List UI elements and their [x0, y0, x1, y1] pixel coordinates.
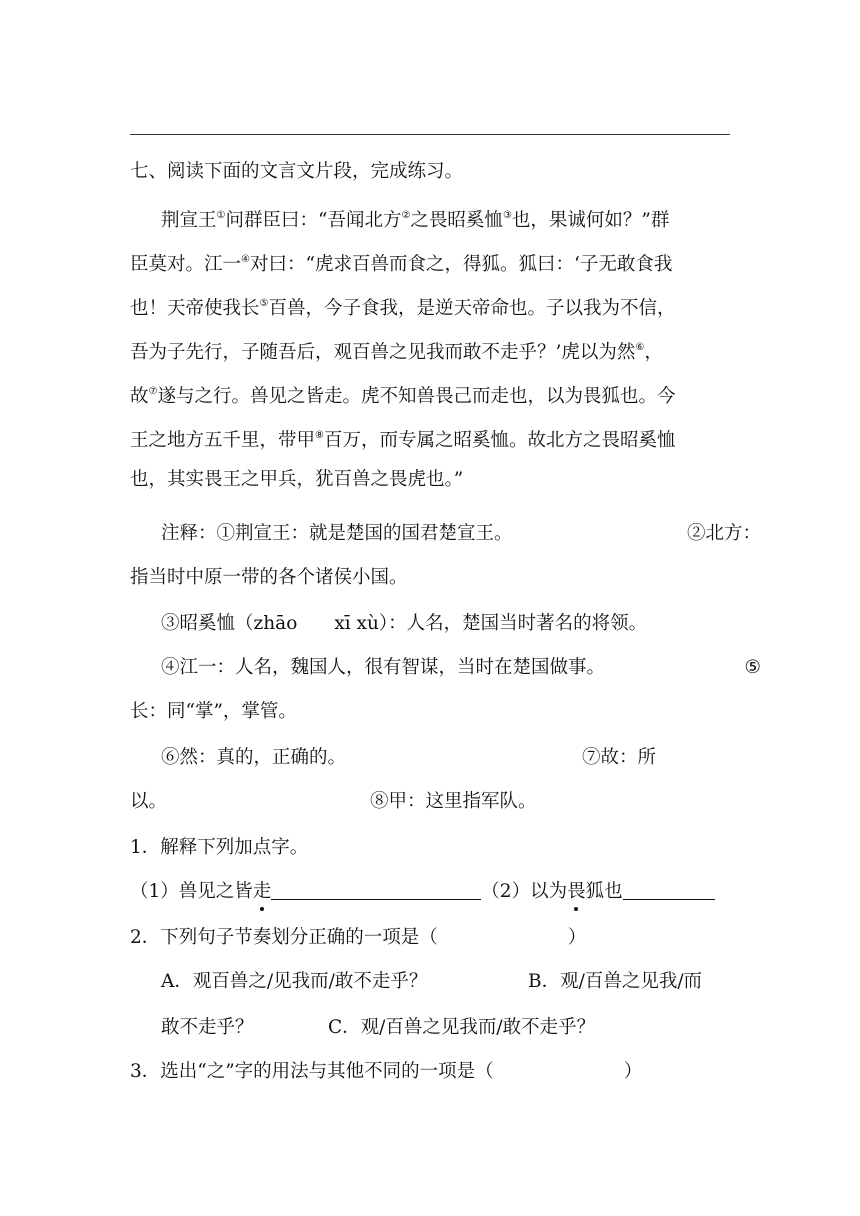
dotted-char-2: 畏: [567, 876, 586, 908]
note-6: ⑥然：真的，正确的。: [161, 747, 347, 768]
note-4: ④江一：人名，魏国人，很有智谋，当时在楚国做事。: [161, 657, 606, 678]
passage-line-4: 吾为子先行，子随吾后，观百兽之见我而敢不走乎？’虎以为然⑥，: [130, 342, 663, 363]
question-1-items: （1）兽见之皆走 （2）以为畏狐也: [130, 876, 730, 908]
header-rule: [130, 134, 730, 135]
note-3: ③昭奚恤（zhāo xī xù）：人名，楚国当时著名的将领。: [161, 613, 648, 634]
passage-line-2: 臣莫对。江一④对曰：“虎求百兽而食之，得狐。狐曰：‘子无敢食我: [130, 254, 673, 275]
question-2: 2．下列句子节奏划分正确的一项是（ ）: [130, 927, 587, 948]
note-line-8: [130, 786, 730, 818]
question-2-options-line-1: [130, 966, 761, 998]
question-3: 3．选出“之”字的用法与其他不同的一项是（ ）: [130, 1061, 643, 1082]
note-line-4: [130, 652, 761, 684]
question-1: 1．解释下列加点字。: [130, 837, 309, 858]
section-heading: 七、阅读下面的文言文片段，完成练习。: [130, 161, 464, 182]
note-line-1: [130, 518, 761, 550]
note-7-head: ⑦故：所: [582, 747, 657, 768]
note-line-6: [130, 742, 761, 774]
note-5-head: ⑤: [744, 657, 761, 678]
note-8: ⑧甲：这里指军队。: [370, 791, 537, 812]
passage-line-1: 荆宣王①问群臣曰：“吾闻北方②之畏昭奚恤③也，果诚何如？”群: [161, 210, 670, 231]
note-2-head: ②北方：: [686, 523, 761, 544]
note-5-body: 长：同“掌”，掌管。: [130, 701, 297, 722]
option-a: A．观百兽之/见我而/敢不走乎？: [161, 971, 428, 992]
option-b: B．观/百兽之见我/而: [528, 971, 703, 992]
passage-line-3: 也！天帝使我长⑤百兽，今子食我，是逆天帝命也。子以我为不信，: [130, 298, 676, 319]
note-1: 注释：①荆宣王：就是楚国的国君楚宣王。: [161, 523, 513, 544]
option-c: C．观/百兽之见我而/敢不走乎？: [328, 1017, 596, 1038]
passage-line-7: 也，其实畏王之甲兵，犹百兽之畏虎也。”: [130, 469, 464, 490]
passage-line-6: 王之地方五千里，带甲⑧百万，而专属之昭奚恤。故北方之畏昭奚恤: [130, 430, 676, 451]
question-2-options-line-2: [130, 1012, 761, 1044]
answer-blank-2[interactable]: [623, 881, 715, 900]
note-7-body: 以。: [130, 791, 168, 812]
answer-blank-1[interactable]: [271, 881, 481, 900]
option-b-cont: 敢不走乎？: [161, 1017, 254, 1038]
dotted-char-1: 走: [253, 876, 272, 908]
passage-line-5: 故⑦遂与之行。兽见之皆走。虎不知兽畏己而走也，以为畏狐也。今: [130, 386, 676, 407]
note-2-body: 指当时中原一带的各个诸侯小国。: [130, 567, 408, 588]
